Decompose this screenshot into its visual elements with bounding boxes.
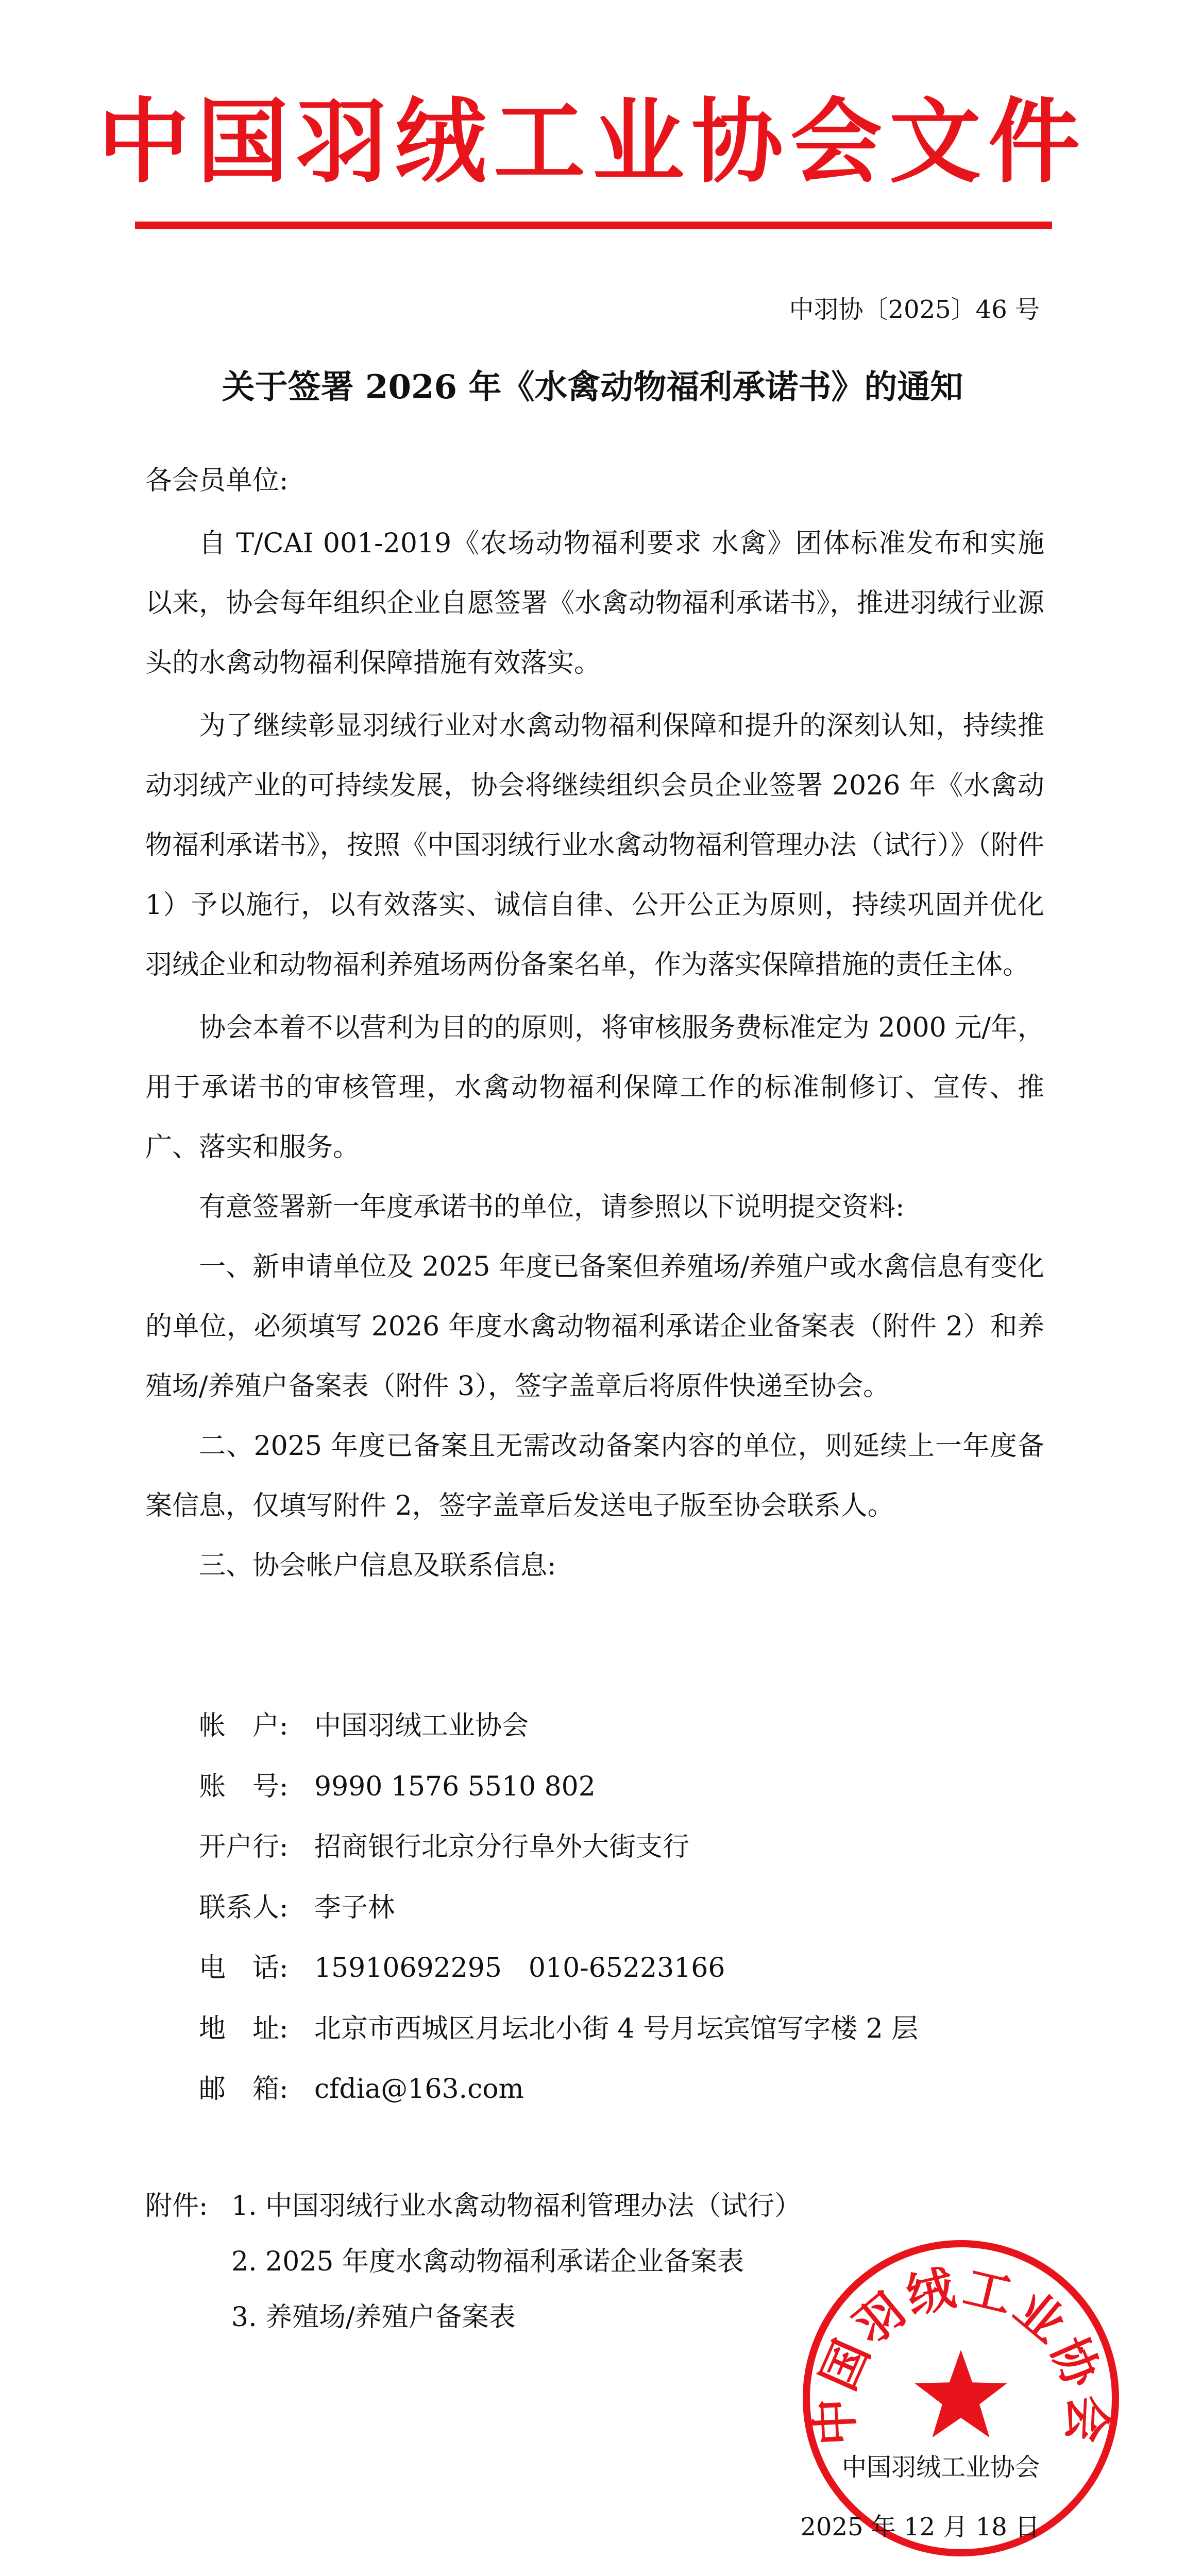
paragraph: 有意签署新一年度承诺书的单位，请参照以下说明提交资料:: [199, 1192, 905, 1223]
letterhead-red-rule: [135, 222, 1052, 229]
paragraph: 协会本着不以营利为目的的原则，将审核服务费标准定为 2000 元/年，用于承诺书的审核管理，水禽动物福利保障工作的标准制修订、宣传、推广、落实和服务。: [145, 1012, 1044, 1163]
attachment-item: [145, 2234, 801, 2290]
contact-value: 15910692295 010-65223166: [314, 1953, 725, 1984]
contact-row-account-name: [199, 1696, 918, 1757]
contact-value: cfdia@163.com: [314, 2074, 524, 2105]
contact-row-account-number: [199, 1757, 918, 1818]
contact-value: 9990 1576 5510 802: [314, 1771, 596, 1802]
attachment-label: 3. 养殖场/养殖户备案表: [231, 2302, 516, 2333]
contact-row-bank: [199, 1817, 918, 1878]
letterhead-title: 中国羽绒工业协会文件: [98, 88, 1087, 195]
attachments-lead: 附件:: [145, 2191, 208, 2222]
contact-info-block: [199, 1696, 918, 2120]
paragraph: 自 T/CAI 001-2019《农场动物福利要求 水禽》团体标准发布和实施以来，协会每年组织企业自愿签署《水禽动物福利承诺书》，推进羽绒行业源头的水禽动物福利保障措施有效落实。: [145, 528, 1044, 679]
star-icon: [915, 2350, 1007, 2437]
contact-label: 邮 箱:: [199, 2074, 289, 2105]
contact-label: 帐 户:: [199, 1710, 289, 1741]
contact-label: 开户行:: [199, 1832, 289, 1862]
attachment-label: 1. 中国羽绒行业水禽动物福利管理办法（试行）: [231, 2191, 802, 2222]
contact-row-person: [199, 1878, 918, 1939]
notice-body: [145, 451, 1044, 1596]
contact-row-email: [199, 2059, 918, 2120]
contact-label: 联系人:: [199, 1892, 289, 1923]
paragraph: 三、协会帐户信息及联系信息:: [199, 1550, 556, 1581]
attachment-item: [145, 2290, 801, 2345]
seal-text: 中国羽绒工业协会: [806, 2259, 1116, 2447]
signature-date: 2025 年 12 月 18 日: [800, 2513, 1040, 2541]
signature-organization: 中国羽绒工业协会: [841, 2453, 1040, 2482]
paragraph: 为了继续彰显羽绒行业对水禽动物福利保障和提升的深刻认知，持续推动羽绒产业的可持续发展，协会将继续组织会员企业签署 2026 年《水禽动物福利承诺书》，按照《中国羽绒行业水禽动物福利管理办法（试行）》（附件 1）予以施行，以有效落实、诚信自律、公开公正为原则，持续巩固并优化羽绒企业和动物福利养殖场两份备案名单，作为落实保障措施的责任主体。: [145, 710, 1044, 980]
contact-row-address: [199, 1999, 918, 2060]
contact-value: 李子林: [314, 1892, 395, 1923]
paragraph: 二、2025 年度已备案且无需改动备案内容的单位，则延续上一年度备案信息，仅填写附件 2，签字盖章后发送电子版至协会联系人。: [145, 1431, 1044, 1521]
salutation: 各会员单位:: [145, 465, 289, 496]
contact-value: 招商银行北京分行阜外大街支行: [314, 1832, 690, 1862]
contact-value: 中国羽绒工业协会: [314, 1710, 529, 1741]
attachments-list: [145, 2178, 801, 2345]
contact-label: 账 号:: [199, 1771, 289, 1802]
document-number: 中羽协〔2025〕46 号: [789, 295, 1040, 324]
notice-title: 关于签署 2026 年《水禽动物福利承诺书》的通知: [222, 368, 963, 406]
contact-value: 北京市西城区月坛北小街 4 号月坛宾馆写字楼 2 层: [314, 2013, 919, 2044]
contact-row-phone: [199, 1938, 918, 1999]
paragraph: 一、新申请单位及 2025 年度已备案但养殖场/养殖户或水禽信息有变化的单位，必须填写 2026 年度水禽动物福利承诺企业备案表（附件 2）和养殖场/养殖户备案表（附件 3），签字盖章后将原件快递至协会。: [145, 1251, 1044, 1402]
attachment-item: [145, 2178, 801, 2234]
contact-label: 电 话:: [199, 1953, 289, 1984]
attachment-label: 2. 2025 年度水禽动物福利承诺企业备案表: [231, 2246, 744, 2277]
contact-label: 地 址:: [199, 2013, 289, 2044]
